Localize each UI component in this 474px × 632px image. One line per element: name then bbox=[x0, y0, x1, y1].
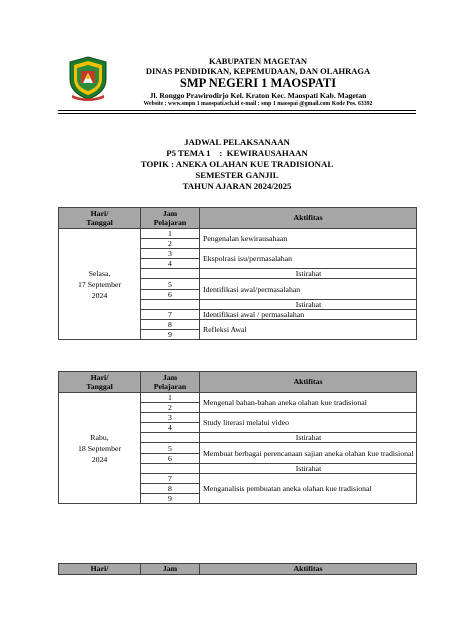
table-header-row bbox=[59, 208, 417, 229]
header-school-name: SMP NEGERI 1 MAOSPATI bbox=[179, 76, 337, 90]
jam-cell: 7 bbox=[141, 473, 200, 483]
col-header-hari: Hari/ Tanggal bbox=[59, 372, 141, 393]
jam-cell: 8 bbox=[141, 319, 200, 329]
activity-cell: Ekspolrasi isu/permasalahan bbox=[200, 249, 417, 269]
break-cell: Istirahat bbox=[200, 433, 417, 443]
jam-cell: 9 bbox=[141, 329, 200, 339]
header-rule-thin bbox=[58, 113, 416, 114]
activity-cell: Identifikasi awal/permasalahan bbox=[200, 279, 417, 299]
jam-cell: 2 bbox=[141, 403, 200, 413]
activity-cell: Study literasi melalui video bbox=[200, 413, 417, 433]
title-line-4: SEMESTER GANJIL bbox=[195, 170, 279, 180]
jam-cell: 1 bbox=[141, 393, 200, 403]
day-cell: Selasa, 17 September 2024 bbox=[59, 229, 141, 340]
day-cell: Rabu, 18 September 2024 bbox=[59, 393, 141, 504]
jam-cell: 5 bbox=[141, 443, 200, 453]
col-header-aktifitas: Aktifitas bbox=[200, 208, 417, 229]
col-header-aktifitas: Aktifitas bbox=[200, 372, 417, 393]
break-cell: Istirahat bbox=[200, 463, 417, 473]
jam-cell: 3 bbox=[141, 249, 200, 259]
header-address: Jl. Ronggo Prawirodirjo Kel. Kraton Kec. Maospati Kab. Magetan bbox=[149, 91, 367, 100]
col-header-hari: Hari/ bbox=[59, 564, 141, 575]
activity-cell: Pengenalan kewirausahaan bbox=[200, 229, 417, 249]
table-row bbox=[59, 229, 417, 239]
jam-cell-empty bbox=[141, 299, 200, 309]
jam-cell: 3 bbox=[141, 413, 200, 423]
col-header-aktifitas: Aktifitas bbox=[200, 564, 417, 575]
table-header-row bbox=[59, 372, 417, 393]
jam-cell: 9 bbox=[141, 493, 200, 503]
activity-cell: Identifikasi awal / permasalahan bbox=[200, 309, 417, 319]
header-dinas: DINAS PENDIDIKAN, KEPEMUDAAN, DAN OLAHRAGA bbox=[145, 66, 371, 76]
jam-cell: 7 bbox=[141, 309, 200, 319]
activity-cell: Menganalisis pembuatan aneka olahan kue tradisional bbox=[200, 473, 417, 503]
header-rule bbox=[58, 110, 416, 111]
jam-cell: 5 bbox=[141, 279, 200, 289]
activity-cell: Membuat berbagai perencanaan sajian aneka olahan kue tradisional bbox=[200, 443, 417, 463]
break-cell: Istirahat bbox=[200, 269, 417, 279]
title-line-5: TAHUN AJARAN 2024/2025 bbox=[182, 181, 292, 191]
col-header-jam: Jam Pelajaran bbox=[141, 372, 200, 393]
activity-cell: Refleksi Awal bbox=[200, 319, 417, 339]
jam-cell: 8 bbox=[141, 483, 200, 493]
header-kabupaten: KABUPATEN MAGETAN bbox=[209, 56, 307, 66]
schedule-table-day3 bbox=[58, 563, 417, 575]
table-header-row bbox=[59, 564, 417, 575]
jam-cell: 6 bbox=[141, 289, 200, 299]
jam-cell-empty bbox=[141, 433, 200, 443]
table-row bbox=[59, 393, 417, 403]
jam-cell: 4 bbox=[141, 423, 200, 433]
activity-cell: Mengenal bahan-bahan aneka olahan kue tradisional bbox=[200, 393, 417, 413]
jam-cell: 4 bbox=[141, 259, 200, 269]
schedule-table-day2 bbox=[58, 371, 417, 504]
schedule-table-day1 bbox=[58, 207, 417, 340]
jam-cell: 6 bbox=[141, 453, 200, 463]
title-line-2: P5 TEMA 1 : KEWIRAUSAHAAN bbox=[166, 148, 308, 158]
jam-cell: 1 bbox=[141, 229, 200, 239]
title-line-3: TOPIK : ANEKA OLAHAN KUE TRADISIONAL bbox=[140, 159, 334, 169]
break-cell: Istirahat bbox=[200, 299, 417, 309]
jam-cell-empty bbox=[141, 463, 200, 473]
col-header-jam: Jam bbox=[141, 564, 200, 575]
jam-cell-empty bbox=[141, 269, 200, 279]
col-header-hari: Hari/ Tanggal bbox=[59, 208, 141, 229]
header-website: Website : www.smpn 1 maospati.sch.id e-mail : smp 1 maospai @gmail.com Kode Pos. 63392 bbox=[143, 101, 373, 107]
col-header-jam: Jam Pelajaran bbox=[141, 208, 200, 229]
jam-cell: 2 bbox=[141, 239, 200, 249]
title-line-1: JADWAL PELAKSANAAN bbox=[184, 137, 290, 147]
